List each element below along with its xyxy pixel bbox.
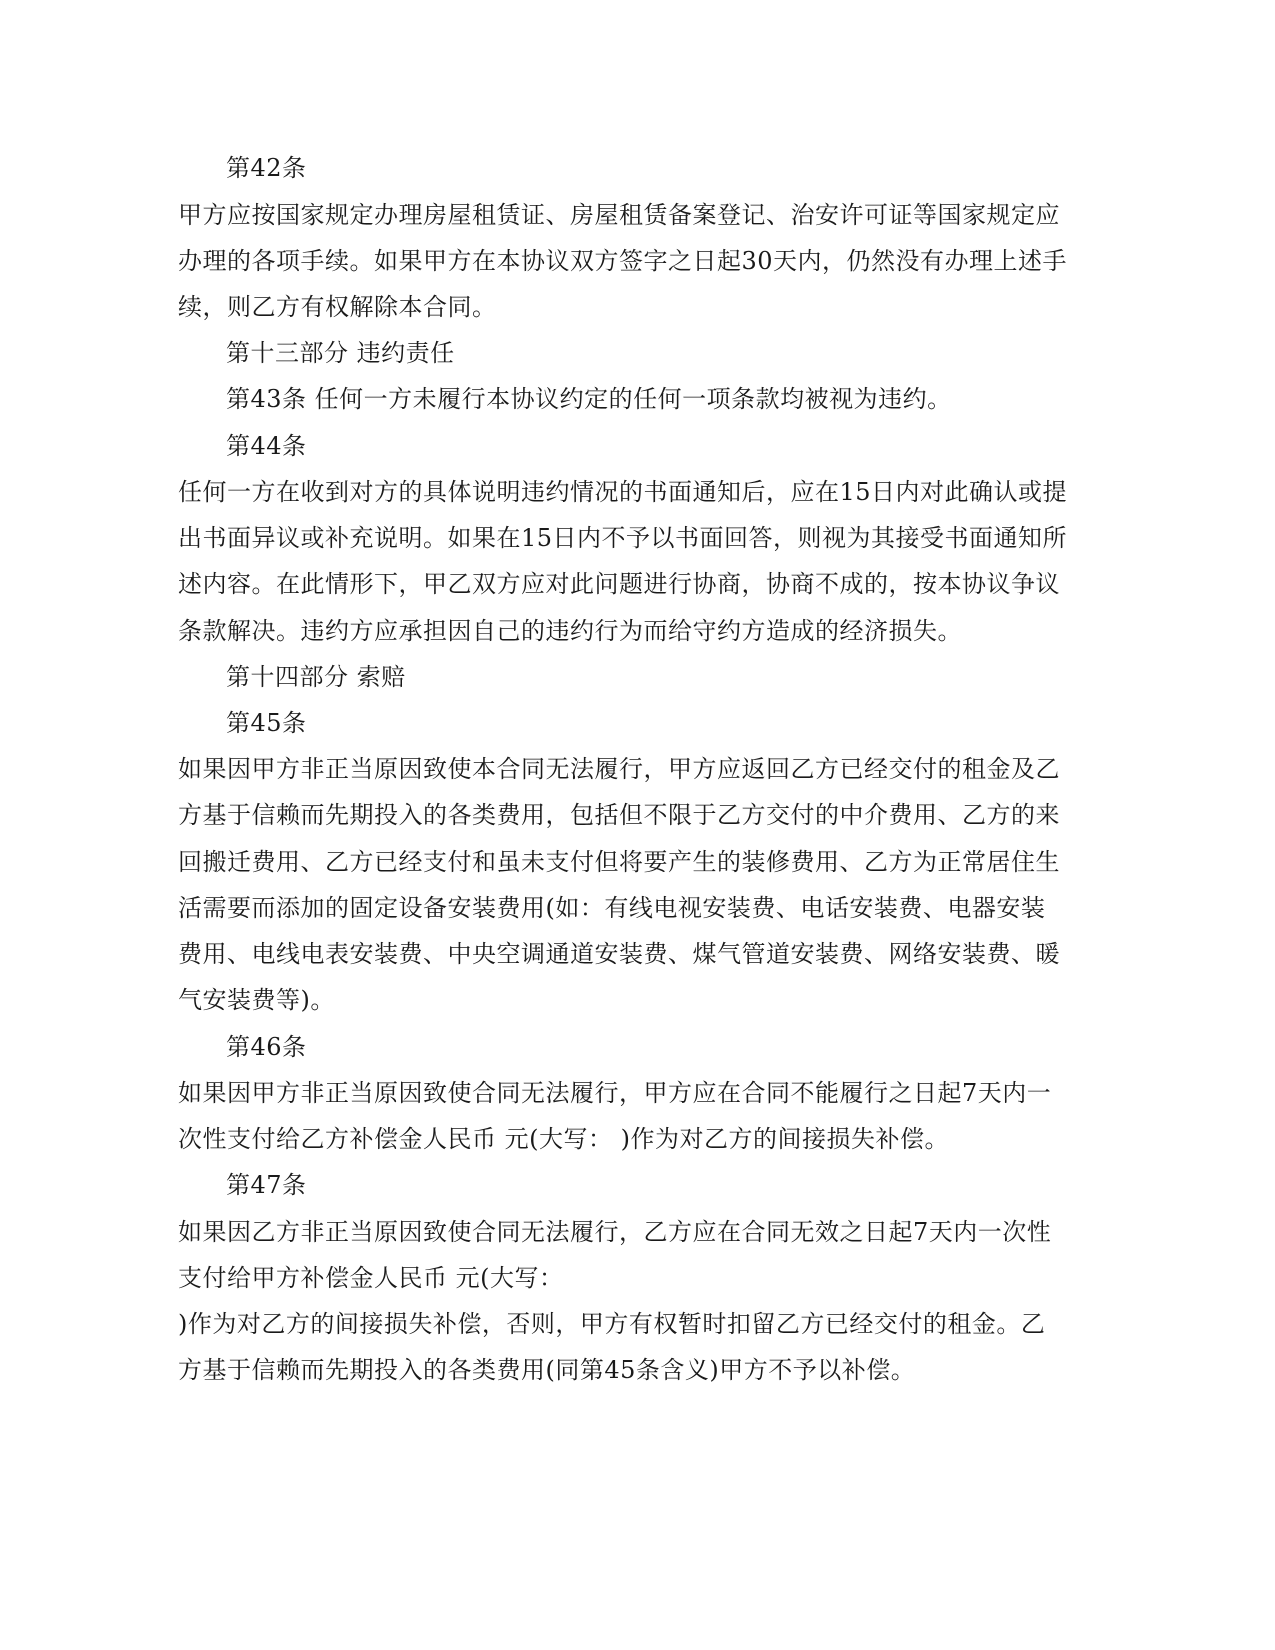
paragraph-line: 出书面异议或补充说明。如果在15日内不予以书面回答，则视为其接受书面通知所 [178,524,1068,552]
paragraph-line: 气安装费等)。 [178,986,335,1014]
paragraph-line: 如果因乙方非正当原因致使合同无法履行，乙方应在合同无效之日起7天内一次性 [178,1218,1052,1246]
article-45-heading: 第45条 [226,709,307,737]
section-14-heading: 第十四部分 索赔 [226,663,406,691]
article-43-line: 第43条 任何一方未履行本协议约定的任何一项条款均被视为违约。 [226,385,952,413]
section-13-heading: 第十三部分 违约责任 [226,339,455,367]
paragraph-line: 活需要而添加的固定设备安装费用(如：有线电视安装费、电话安装费、电器安装 [178,894,1046,922]
paragraph-line: 办理的各项手续。如果甲方在本协议双方签字之日起30天内，仍然没有办理上述手 [178,247,1068,275]
paragraph-line: 支付给甲方补偿金人民币 元(大写： [178,1264,564,1292]
article-46-heading: 第46条 [226,1033,307,1061]
paragraph-line: 次性支付给乙方补偿金人民币 元(大写： )作为对乙方的间接损失补偿。 [178,1125,949,1153]
paragraph-line: 如果因甲方非正当原因致使合同无法履行，甲方应在合同不能履行之日起7天内一 [178,1079,1052,1107]
paragraph-line: 费用、电线电表安装费、中央空调通道安装费、煤气管道安装费、网络安装费、暖 [178,940,1060,968]
paragraph-line: 如果因甲方非正当原因致使本合同无法履行，甲方应返回乙方已经交付的租金及乙 [178,755,1060,783]
paragraph-line: 任何一方在收到对方的具体说明违约情况的书面通知后，应在15日内对此确认或提 [178,478,1068,506]
paragraph-line: 条款解决。违约方应承担因自己的违约行为而给守约方造成的经济损失。 [178,617,962,645]
paragraph-line: 续，则乙方有权解除本合同。 [178,293,497,321]
paragraph-line: 甲方应按国家规定办理房屋租赁证、房屋租赁备案登记、治安许可证等国家规定应 [178,201,1060,229]
paragraph-line: 方基于信赖而先期投入的各类费用，包括但不限于乙方交付的中介费用、乙方的来 [178,801,1060,829]
article-47-heading: 第47条 [226,1171,307,1199]
paragraph-line: 回搬迁费用、乙方已经支付和虽未支付但将要产生的装修费用、乙方为正常居住生 [178,848,1060,876]
paragraph-line: 方基于信赖而先期投入的各类费用(同第45条含义)甲方不予以补偿。 [178,1356,916,1384]
paragraph-line: 述内容。在此情形下，甲乙双方应对此问题进行协商，协商不成的，按本协议争议 [178,570,1060,598]
article-42-heading: 第42条 [226,154,307,182]
paragraph-line: )作为对乙方的间接损失补偿，否则，甲方有权暂时扣留乙方已经交付的租金。乙 [178,1310,1046,1338]
article-44-heading: 第44条 [226,432,307,460]
